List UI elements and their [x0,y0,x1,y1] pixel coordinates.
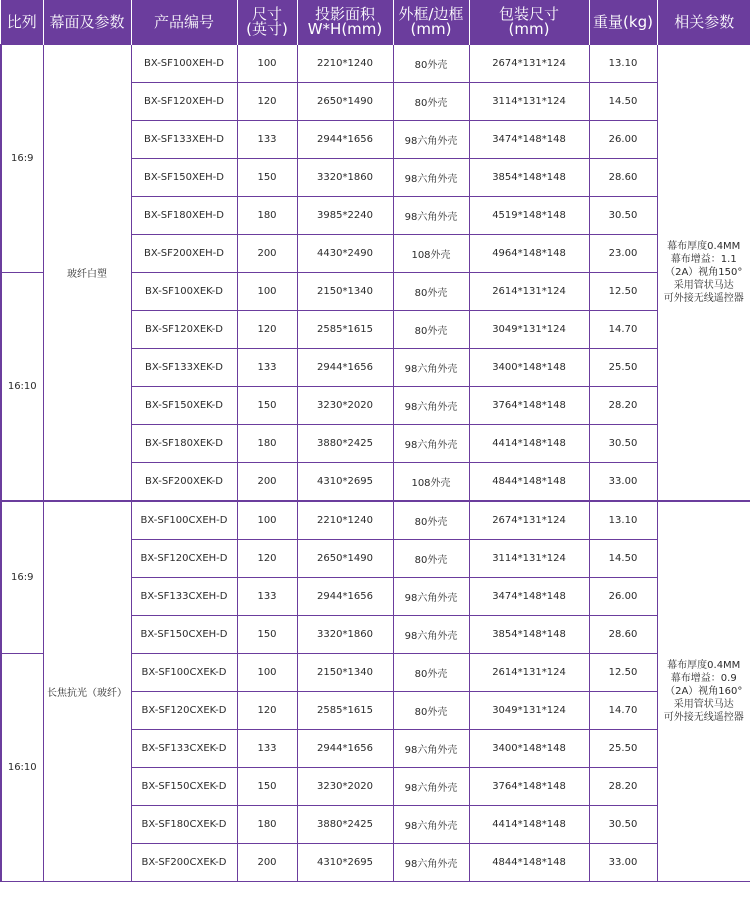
header-area: 投影面积 W*H(mm) [297,0,393,45]
frame-cell: 98六角外壳 [393,578,469,616]
package-cell: 3400*148*148 [469,730,589,768]
model-cell: BX-SF180XEH-D [131,197,237,235]
area-cell: 3880*2425 [297,806,393,844]
frame-cell: 98六角外壳 [393,197,469,235]
package-cell: 3854*148*148 [469,616,589,654]
model-cell: BX-SF120XEK-D [131,311,237,349]
size-cell: 100 [237,654,297,692]
area-cell: 4310*2695 [297,844,393,882]
area-cell: 3880*2425 [297,425,393,463]
model-cell: BX-SF133XEK-D [131,349,237,387]
package-cell: 2674*131*124 [469,501,589,540]
size-cell: 200 [237,463,297,502]
weight-cell: 25.50 [589,349,657,387]
area-cell: 2150*1340 [297,654,393,692]
area-cell: 3985*2240 [297,197,393,235]
size-cell: 120 [237,540,297,578]
frame-cell: 80外壳 [393,692,469,730]
model-cell: BX-SF120CXEK-D [131,692,237,730]
size-cell: 133 [237,730,297,768]
spec-table-body [1,45,750,882]
model-cell: BX-SF120XEH-D [131,83,237,121]
package-cell: 3474*148*148 [469,578,589,616]
ratio-cell: 16:10 [1,654,43,882]
size-cell: 100 [237,45,297,83]
params-cell [657,501,750,882]
frame-cell: 80外壳 [393,540,469,578]
weight-cell: 33.00 [589,463,657,502]
header-frame: 外框/边框 (mm) [393,0,469,45]
package-cell: 3854*148*148 [469,159,589,197]
area-cell: 2210*1240 [297,501,393,540]
model-cell: BX-SF133CXEH-D [131,578,237,616]
frame-cell: 98六角外壳 [393,121,469,159]
area-cell: 3320*1860 [297,159,393,197]
header-model: 产品编号 [131,0,237,45]
size-cell: 200 [237,844,297,882]
param-line: 采用管状马达 [673,699,734,710]
size-cell: 150 [237,616,297,654]
frame-cell: 98六角外壳 [393,349,469,387]
param-line: 可外接无线遥控器 [663,293,744,304]
frame-cell: 98六角外壳 [393,730,469,768]
area-cell: 3320*1860 [297,616,393,654]
weight-cell: 30.50 [589,425,657,463]
weight-cell: 23.00 [589,235,657,273]
package-cell: 3764*148*148 [469,768,589,806]
weight-cell: 28.60 [589,159,657,197]
weight-cell: 13.10 [589,45,657,83]
package-cell: 3114*131*124 [469,83,589,121]
weight-cell: 13.10 [589,501,657,540]
model-cell: BX-SF150XEK-D [131,387,237,425]
frame-cell: 98六角外壳 [393,425,469,463]
size-cell: 133 [237,349,297,387]
weight-cell: 26.00 [589,121,657,159]
model-cell: BX-SF150XEH-D [131,159,237,197]
area-cell: 3230*2020 [297,387,393,425]
model-cell: BX-SF200XEK-D [131,463,237,502]
ratio-cell: 16:9 [1,501,43,654]
model-cell: BX-SF180XEK-D [131,425,237,463]
size-cell: 120 [237,83,297,121]
package-cell: 4844*148*148 [469,463,589,502]
weight-cell: 30.50 [589,197,657,235]
size-cell: 120 [237,692,297,730]
model-cell: BX-SF133XEH-D [131,121,237,159]
param-line: 幕布厚度0.4MM [667,660,741,671]
size-cell: 150 [237,159,297,197]
frame-cell: 80外壳 [393,273,469,311]
package-cell: 3049*131*124 [469,311,589,349]
header-material: 幕面及参数 [43,0,131,45]
package-cell: 2614*131*124 [469,654,589,692]
params-cell [657,45,750,502]
area-cell: 2585*1615 [297,692,393,730]
frame-cell: 98六角外壳 [393,806,469,844]
package-cell: 4844*148*148 [469,844,589,882]
package-cell: 4964*148*148 [469,235,589,273]
area-cell: 2944*1656 [297,730,393,768]
package-cell: 4414*148*148 [469,425,589,463]
model-cell: BX-SF200XEH-D [131,235,237,273]
material-cell: 玻纤白塑 [43,45,131,502]
header-package: 包装尺寸 (mm) [469,0,589,45]
package-cell: 4519*148*148 [469,197,589,235]
weight-cell: 28.20 [589,768,657,806]
package-cell: 3049*131*124 [469,692,589,730]
param-line: 采用管状马达 [673,280,734,291]
weight-cell: 14.50 [589,83,657,121]
param-line: （2A）视角160° [665,686,743,697]
package-cell: 2614*131*124 [469,273,589,311]
ratio-cell: 16:10 [1,273,43,502]
package-cell: 3114*131*124 [469,540,589,578]
size-cell: 133 [237,578,297,616]
area-cell: 2650*1490 [297,540,393,578]
weight-cell: 26.00 [589,578,657,616]
area-cell: 2585*1615 [297,311,393,349]
size-cell: 200 [237,235,297,273]
size-cell: 150 [237,387,297,425]
param-line: 幕布增益：0.9 [670,673,737,684]
model-cell: BX-SF100XEK-D [131,273,237,311]
area-cell: 2944*1656 [297,578,393,616]
model-cell: BX-SF150CXEK-D [131,768,237,806]
package-cell: 3474*148*148 [469,121,589,159]
weight-cell: 28.60 [589,616,657,654]
model-cell: BX-SF120CXEH-D [131,540,237,578]
size-cell: 120 [237,311,297,349]
param-line: 幕布增益：1.1 [670,254,737,265]
model-cell: BX-SF100CXEK-D [131,654,237,692]
frame-cell: 98六角外壳 [393,387,469,425]
size-cell: 100 [237,501,297,540]
area-cell: 4310*2695 [297,463,393,502]
weight-cell: 14.70 [589,692,657,730]
weight-cell: 30.50 [589,806,657,844]
package-cell: 3764*148*148 [469,387,589,425]
model-cell: BX-SF100XEH-D [131,45,237,83]
model-cell: BX-SF100CXEH-D [131,501,237,540]
weight-cell: 12.50 [589,273,657,311]
weight-cell: 14.70 [589,311,657,349]
frame-cell: 98六角外壳 [393,616,469,654]
weight-cell: 33.00 [589,844,657,882]
header-row [1,0,750,45]
header-ratio: 比列 [1,0,43,45]
header-weight: 重量(kg) [589,0,657,45]
frame-cell: 108外壳 [393,463,469,502]
package-cell: 2674*131*124 [469,45,589,83]
size-cell: 150 [237,768,297,806]
material-cell: 长焦抗光（玻纤） [43,501,131,882]
model-cell: BX-SF200CXEK-D [131,844,237,882]
area-cell: 4430*2490 [297,235,393,273]
package-cell: 4414*148*148 [469,806,589,844]
frame-cell: 108外壳 [393,235,469,273]
frame-cell: 80外壳 [393,311,469,349]
frame-cell: 80外壳 [393,45,469,83]
frame-cell: 80外壳 [393,501,469,540]
frame-cell: 80外壳 [393,654,469,692]
size-cell: 180 [237,806,297,844]
table-row [1,45,750,83]
param-line: 可外接无线遥控器 [663,712,744,723]
frame-cell: 98六角外壳 [393,159,469,197]
size-cell: 100 [237,273,297,311]
weight-cell: 14.50 [589,540,657,578]
area-cell: 2210*1240 [297,45,393,83]
area-cell: 2650*1490 [297,83,393,121]
table-row [1,501,750,540]
header-params: 相关参数 [657,0,750,45]
ratio-cell: 16:9 [1,45,43,273]
param-line: 幕布厚度0.4MM [667,241,741,252]
area-cell: 2944*1656 [297,349,393,387]
weight-cell: 12.50 [589,654,657,692]
size-cell: 180 [237,425,297,463]
area-cell: 2944*1656 [297,121,393,159]
area-cell: 3230*2020 [297,768,393,806]
area-cell: 2150*1340 [297,273,393,311]
size-cell: 133 [237,121,297,159]
weight-cell: 28.20 [589,387,657,425]
frame-cell: 80外壳 [393,83,469,121]
model-cell: BX-SF133CXEK-D [131,730,237,768]
model-cell: BX-SF180CXEK-D [131,806,237,844]
size-cell: 180 [237,197,297,235]
header-size: 尺寸 (英寸) [237,0,297,45]
weight-cell: 25.50 [589,730,657,768]
frame-cell: 98六角外壳 [393,768,469,806]
model-cell: BX-SF150CXEH-D [131,616,237,654]
package-cell: 3400*148*148 [469,349,589,387]
param-line: （2A）视角150° [665,267,743,278]
frame-cell: 98六角外壳 [393,844,469,882]
